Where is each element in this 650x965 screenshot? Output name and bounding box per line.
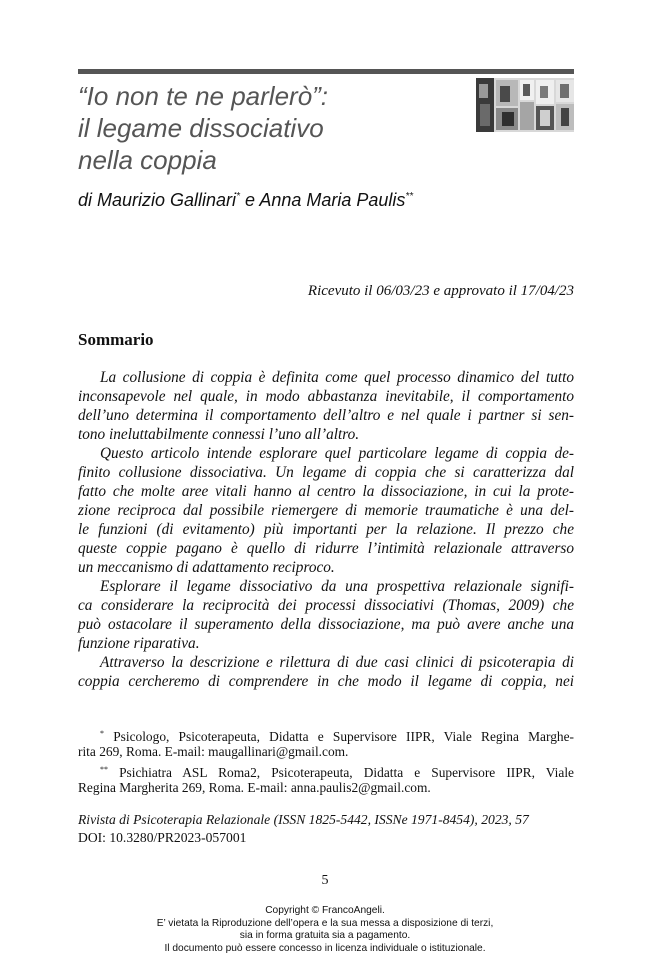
article-title bbox=[78, 80, 458, 176]
title-line: il legame dissociativo bbox=[78, 113, 324, 143]
abstract-body bbox=[78, 368, 574, 691]
abstract-line: finito collusione dissociativa. Un legame di coppia che si caratterizza dal bbox=[78, 464, 574, 481]
footnote-line: rita 269, Roma. E-mail: maugallinari@gmail.com. bbox=[78, 744, 349, 759]
abstract-line: La collusione di coppia è definita come quel processo dinamico del tutto bbox=[100, 369, 574, 386]
author-name: e Anna Maria Paulis bbox=[239, 190, 406, 210]
abstract-line: Esplorare il legame dissociativo da una prospettiva relazionale signifi- bbox=[100, 578, 574, 595]
footnote-marker: * bbox=[100, 729, 104, 738]
abstract-line: dell’uno determina il comportamento dell’altro e nel quale i partner si sen- bbox=[78, 407, 574, 424]
abstract-line: fatto che molte aree vitali hanno al centro la dissociazione, in cui la prote- bbox=[78, 483, 574, 500]
abstract-line: un meccanismo di adattamento reciproco. bbox=[78, 559, 335, 576]
abstract-line: zione reciproca dal possibile riemergere di memorie traumatiche è una del- bbox=[78, 502, 574, 519]
journal-cover-thumbnail bbox=[476, 78, 574, 132]
footnote-line bbox=[78, 725, 574, 743]
header-rule bbox=[78, 69, 574, 74]
abstract-line: ca considerare la reciprocità dei processi dissociativi (Thomas, 2009) che bbox=[78, 597, 574, 614]
title-line: nella coppia bbox=[78, 145, 217, 175]
abstract-line: coppia cercheremo di comprendere in che modo il legame di coppia, nei bbox=[78, 673, 574, 690]
abstract-line: può ostacolare il superamento della dissociazione, ma può avere anche una bbox=[78, 616, 574, 633]
footnote-text: Psichiatra ASL Roma2, Psicoterapeuta, Didatta e Supervisore IIPR, Viale bbox=[108, 765, 574, 780]
footnote-marker: * bbox=[236, 191, 240, 202]
copyright-notice bbox=[0, 905, 650, 955]
doi: DOI: 10.3280/PR2023-057001 bbox=[78, 830, 247, 845]
copyright-line: Copyright © FrancoAngeli. bbox=[265, 905, 385, 916]
abstract-line: funzione riparativa. bbox=[78, 635, 200, 652]
authors-line bbox=[78, 190, 413, 211]
footnote-marker: ** bbox=[100, 765, 108, 774]
page-number: 5 bbox=[321, 873, 329, 888]
footnote-line bbox=[78, 761, 574, 779]
abstract-line: tono ineluttabilmente connessi l’uno all’altro. bbox=[78, 426, 360, 443]
abstract-line: Attraverso la descrizione e rilettura di due casi clinici di psicoterapia di bbox=[100, 654, 574, 671]
footnote-text: Psicologo, Psicoterapeuta, Didatta e Supervisore IIPR, Viale Regina Marghe- bbox=[104, 729, 574, 744]
abstract-line: Questo articolo intende esplorare quel particolare legame di coppia de- bbox=[100, 445, 574, 462]
abstract-line: le funzioni (di evitamento) più importanti per la relazione. Il prezzo che bbox=[78, 521, 574, 538]
footnote-line: Regina Margherita 269, Roma. E-mail: anna.paulis2@gmail.com. bbox=[78, 780, 431, 795]
title-line: “Io non te ne parlerò”: bbox=[78, 81, 329, 111]
abstract-line: inconsapevole nel quale, in modo abbastanza inevitabile, il comportamento bbox=[78, 388, 574, 405]
copyright-line: E’ vietata la Riproduzione dell’opera e la sua messa a disposizione di terzi, bbox=[156, 917, 494, 929]
abstract-line: queste coppie pagano è quello di ridurre l’intimità relazionale attraverso bbox=[78, 540, 574, 557]
copyright-line: sia in forma gratuita sia a pagamento. bbox=[239, 930, 411, 941]
received-date: Ricevuto il 06/03/23 e approvato il 17/04/23 bbox=[307, 283, 574, 299]
author-name: di Maurizio Gallinari bbox=[78, 190, 237, 210]
footnotes bbox=[78, 725, 574, 797]
section-heading: Sommario bbox=[78, 330, 154, 349]
copyright-line: Il documento può essere concesso in licenza individuale o istituzionale. bbox=[164, 942, 486, 954]
journal-reference: Rivista di Psicoterapia Relazionale (ISSN 1825-5442, ISSNe 1971-8454), 2023, 57 bbox=[78, 812, 529, 827]
footnote-marker: ** bbox=[405, 191, 414, 202]
